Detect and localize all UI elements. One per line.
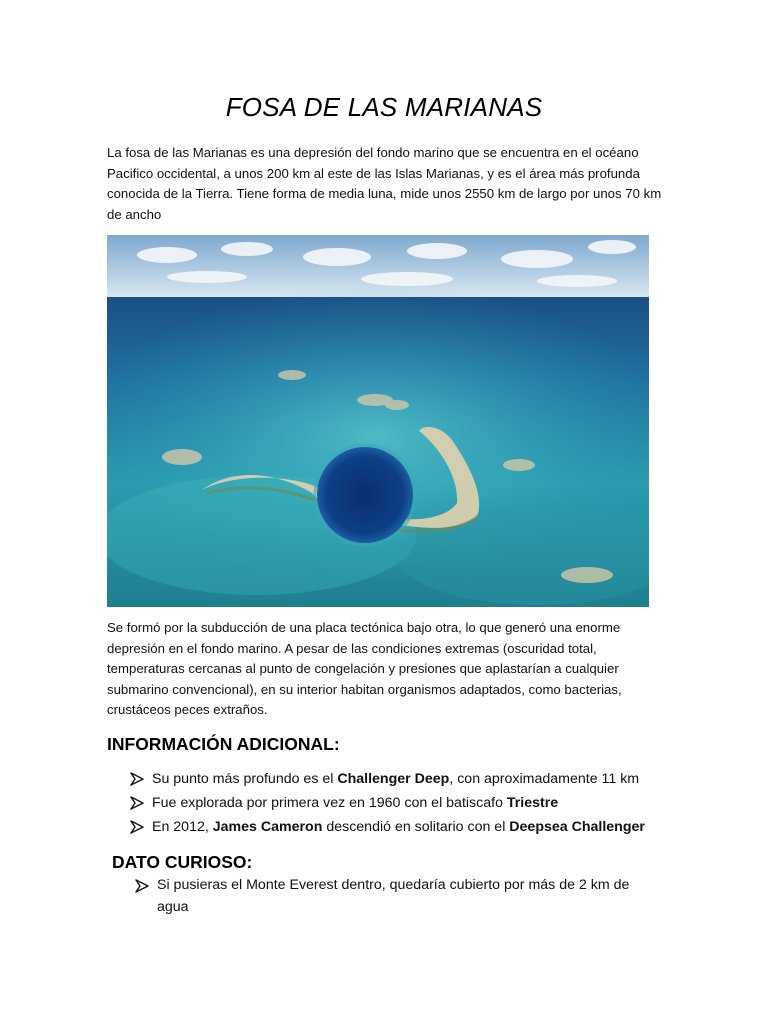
list-item-text: Si pusieras el Monte Everest dentro, quedaría cubierto por más de 2 km de agua [157, 877, 630, 915]
intro-paragraph: La fosa de las Marianas es una depresión del fondo marino que se encuentra en el océano Pacifico occidental, a unos 200 km al este de las Islas Marianas, y es el área más profunda conocida de la Tierra. Tiene forma de media luna, mide unos 2550 km de largo por unos 70 km de ancho [107, 145, 662, 222]
arrow-bullet-icon [130, 796, 144, 810]
arrow-bullet-icon [130, 772, 144, 786]
dato-list [135, 874, 655, 918]
list-item-text: Su punto más profundo es el [152, 771, 338, 787]
list-item-text: descendió en solitario con el [322, 819, 510, 835]
list-item-bold: Challenger Deep [337, 771, 450, 787]
page-title: FOSA DE LAS MARIANAS [225, 92, 543, 122]
formation-paragraph: Se formó por la subducción de una placa tectónica bajo otra, lo que generó una enorme depresión en el fondo marino. A pesar de las condiciones extremas (oscuridad total, temperaturas cercanas al punto de congelación y presiones que aplastarían a cualquier submarino convencional), en su interior habitan organismos adaptados, como bacterias, crustáceos peces extraños. [107, 620, 622, 718]
dato-heading: DATO CURIOSO: [112, 852, 253, 872]
list-item-text: Fue explorada por primera vez en 1960 con el batiscafo [152, 795, 507, 811]
aerial-ocean-blue-hole-photo [107, 235, 649, 607]
list-item-text: En 2012, [152, 819, 213, 835]
arrow-bullet-icon [130, 820, 144, 834]
list-item-bold: James Cameron [212, 819, 323, 835]
list-item [130, 791, 690, 815]
list-item-bold: Deepsea Challenger [509, 819, 645, 835]
info-list [130, 767, 690, 839]
list-item [130, 767, 690, 791]
list-item [130, 815, 690, 839]
arrow-bullet-icon [135, 879, 149, 893]
list-item-text: , con aproximadamente 11 km [449, 771, 640, 787]
list-item [135, 874, 655, 918]
info-heading: INFORMACIÓN ADICIONAL: [107, 734, 340, 754]
list-item-bold: Triestre [506, 795, 559, 811]
